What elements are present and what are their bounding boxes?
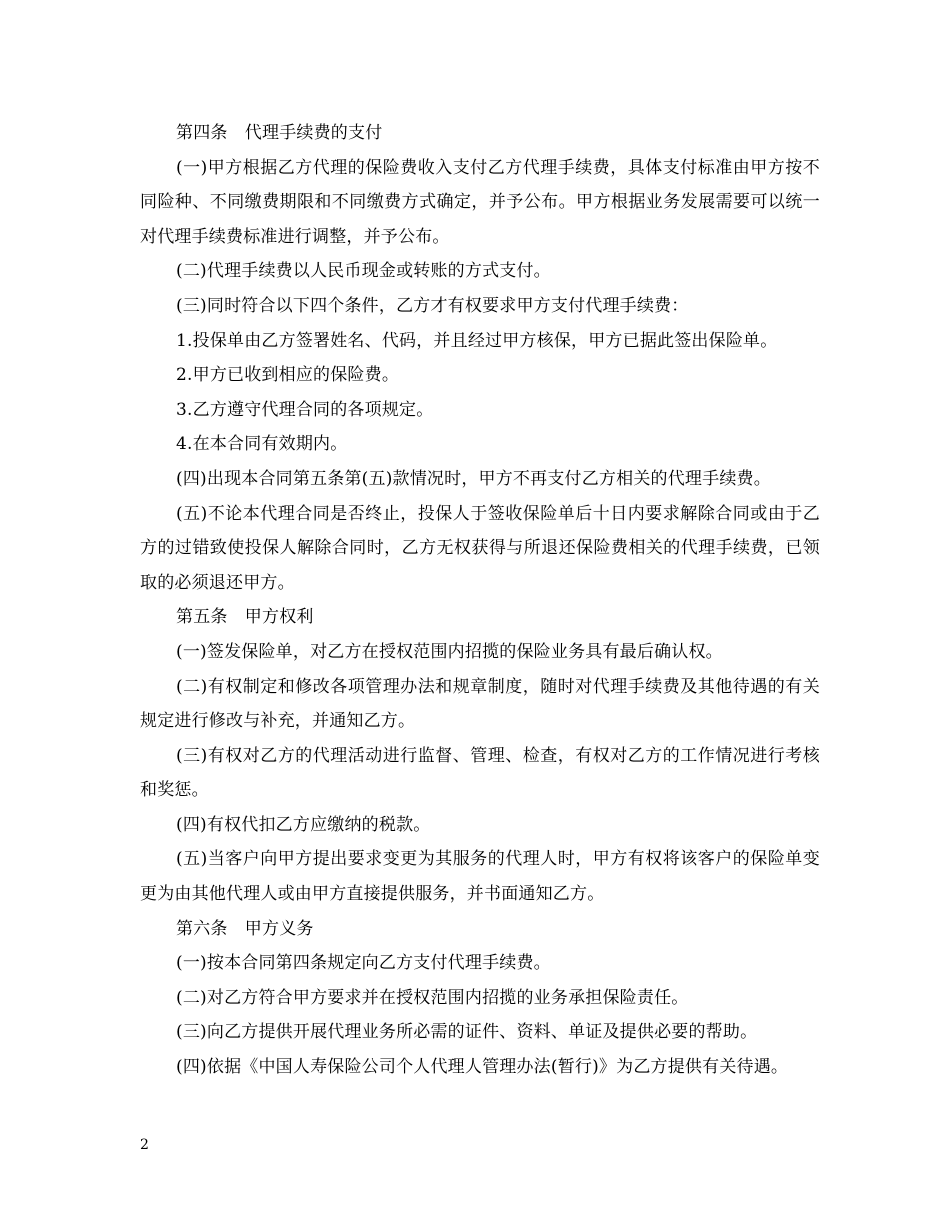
document-body	[140, 116, 820, 1085]
paragraph: (四)有权代扣乙方应缴纳的税款。	[176, 814, 431, 835]
paragraph: (一)按本合同第四条规定向乙方支付代理手续费。	[176, 953, 551, 974]
paragraph: (五)当客户向甲方提出要求变更为其服务的代理人时，甲方有权将该客户的保险单变更为由其他代理人或由甲方直接提供服务，并书面通知乙方。	[140, 849, 820, 905]
article-heading: 第六条 甲方义务	[176, 918, 314, 939]
paragraph: (三)同时符合以下四个条件，乙方才有权要求甲方支付代理手续费：	[176, 295, 689, 316]
list-item: 4.在本合同有效期内。	[176, 434, 348, 455]
paragraph: (三)向乙方提供开展代理业务所必需的证件、资料、单证及提供必要的帮助。	[176, 1022, 758, 1043]
paragraph: (四)出现本合同第五条第(五)款情况时，甲方不再支付乙方相关的代理手续费。	[176, 468, 771, 489]
list-item: 3.乙方遵守代理合同的各项规定。	[176, 399, 434, 420]
page-number: 2	[140, 1137, 149, 1153]
list-item: 1.投保单由乙方签署姓名、代码，并且经过甲方核保，甲方已据此签出保险单。	[176, 330, 778, 351]
paragraph: (二)代理手续费以人民币现金或转账的方式支付。	[176, 261, 551, 282]
paragraph: (三)有权对乙方的代理活动进行监督、管理、检查，有权对乙方的工作情况进行考核和奖惩。	[140, 745, 820, 801]
paragraph: (四)依据《中国人寿保险公司个人代理人管理办法(暂行)》为乙方提供有关待遇。	[176, 1057, 789, 1078]
paragraph: (五)不论本代理合同是否终止，投保人于签收保险单后十日内要求解除合同或由于乙方的过错致使投保人解除合同时，乙方无权获得与所退还保险费相关的代理手续费，已领取的必须退还甲方。	[140, 503, 820, 593]
paragraph: (二)有权制定和修改各项管理办法和规章制度，随时对代理手续费及其他待遇的有关规定进行修改与补充，并通知乙方。	[140, 676, 820, 732]
article-heading: 第四条 代理手续费的支付	[176, 123, 383, 143]
article-heading: 第五条 甲方权利	[176, 607, 314, 628]
paragraph: (一)签发保险单，对乙方在授权范围内招揽的保险业务具有最后确认权。	[176, 641, 723, 662]
list-item: 2.甲方已收到相应的保险费。	[176, 365, 400, 386]
paragraph: (二)对乙方符合甲方要求并在授权范围内招揽的业务承担保险责任。	[176, 987, 689, 1008]
paragraph: (一)甲方根据乙方代理的保险费收入支付乙方代理手续费，具体支付标准由甲方按不同险种、不同缴费期限和不同缴费方式确定，并予公布。甲方根据业务发展需要可以统一对代理手续费标准进行调整，并予公布。	[140, 157, 820, 247]
